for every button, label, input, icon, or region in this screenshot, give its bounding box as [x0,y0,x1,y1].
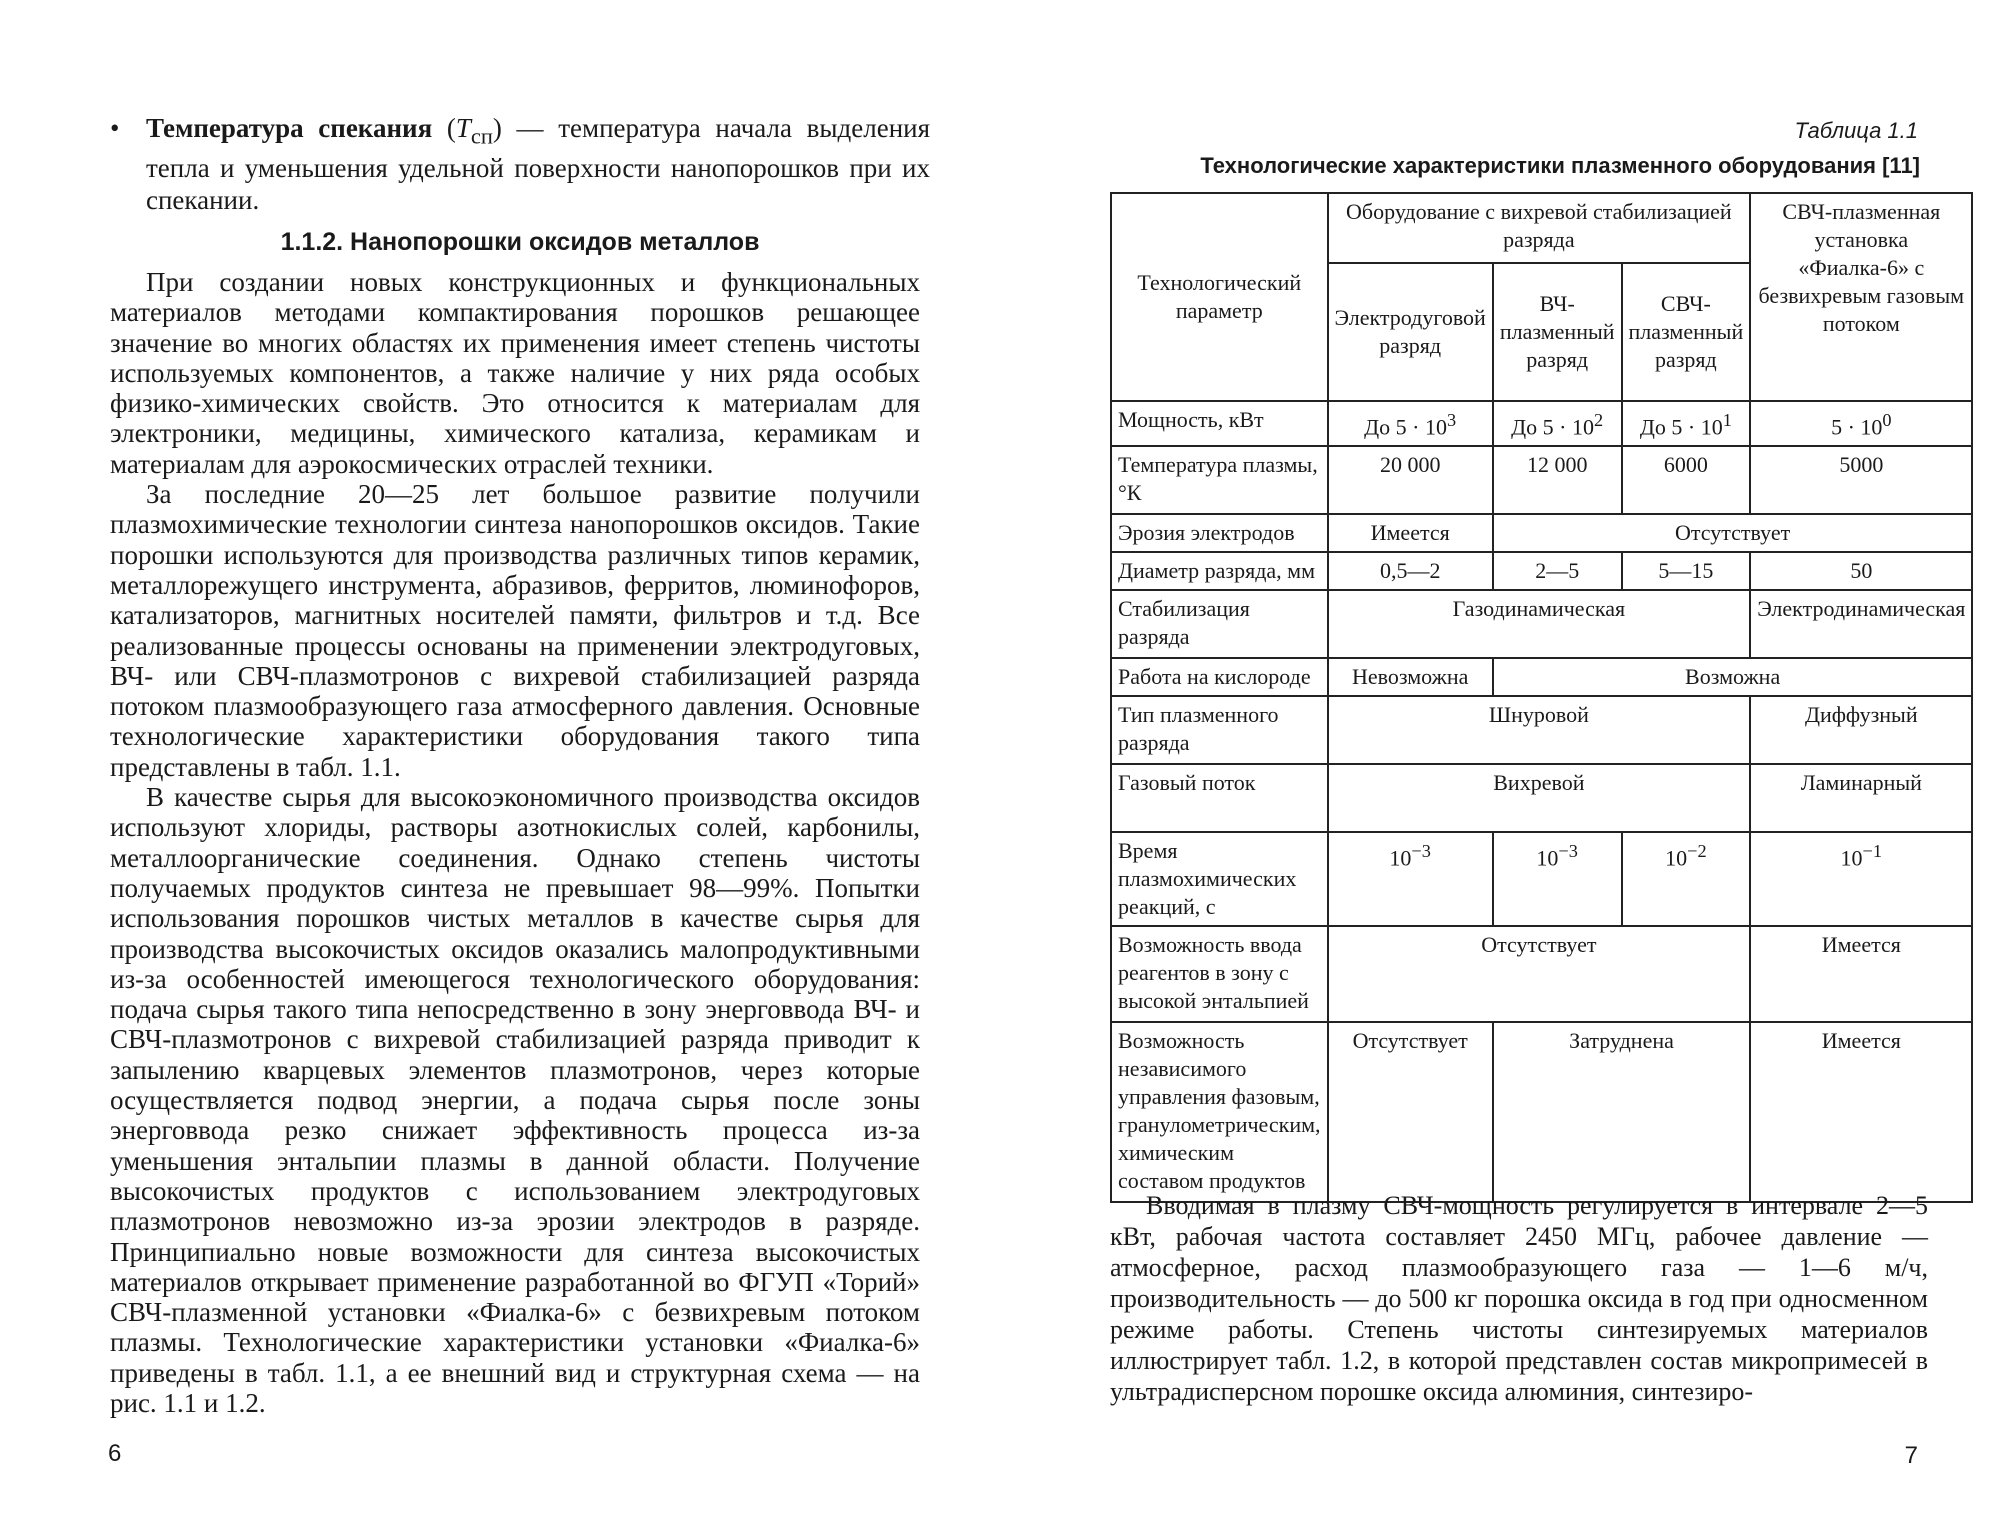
table-row: Диаметр разряда, мм 0,5—2 2—5 5—15 50 [1111,552,1972,590]
header-group: Оборудование с вихревой стабилизацией разряда [1328,193,1751,263]
right-page [1000,0,2000,1529]
header-fialka: СВЧ-плазменная установка «Фиалка-6» с безвихревым газовым потоком [1750,193,1972,401]
bullet-item [110,112,930,216]
paragraph: Вводимая в плазму СВЧ-мощность регулируется в интервале 2—5 кВт, рабочая частота составляет 2450 МГц, рабочее давление — атмосферное, расход плазмообразующего газа — 1—6 м/ч, производительность — до 500 кг порошка оксида в год при односменном режиме работы. Степень чистоты синтезируемых материалов иллюстрирует табл. 1.2, в которой представлен состав микропримесей в ультрадисперсном порошке оксида алюминия, синтезиро- [1110,1191,1928,1406]
table-row: Эрозия электродов Имеется Отсутствует [1111,514,1972,552]
paragraph: За последние 20—25 лет большое развитие получили плазмохимические технологии синтеза нанопорошков оксидов. Такие порошки используются для производства различных типов керамик, металлорежущего инструмента, абразивов, ферритов, люминофоров, катализаторов, магнитных носителей памяти, фильтров и т.д. Все реализованные процессы основаны на применении электродуговых, ВЧ- или СВЧ-плазмотронов с вихревой стабилизацией разряда потоком плазмообразующего газа атмосферного давления. Основные технологические характеристики оборудования такого типа представлены в табл. 1.1. [110,479,920,782]
table-header-row [1111,193,1972,263]
bullet-text: Температура спекания $(T_{сп})$ — температура начала выделения тепла и уменьшения удельной поверхности нанопорошков при их спекании. [146,113,931,216]
header-arc: Электродуговой разряд [1328,263,1493,401]
table-row: Возможность ввода реагентов в зону с высокой энтальпией Отсутствует Имеется [1111,926,1972,1022]
symbol-t: T [455,113,471,143]
paragraph: В качестве сырья для высокоэкономичного производства оксидов используют хлориды, растворы азотнокислых солей, карбонилы, металлоорганические соединения. Однако степень чистоты получаемых продуктов синтеза не превышает 98—99%. Попытки использования порошков чистых металлов в качестве сырья для производства высокочистых оксидов оказались малопродуктивными из-за особенностей имеющегося технологического оборудования: подача сырья такого типа непосредственно в зону энерговвода ВЧ- и СВЧ-плазмотронов с вихревой стабилизацией разряда приводит к запылению кварцевых элементов плазмотронов, через которые осуществляется подвод энергии, а подача сырья после зоны энерговвода резко снижает эффективность процесса из-за уменьшения энтальпии плазмы в данной области. Получение высокочистых продуктов с использованием электродуговых плазмотронов невозможно из-за эрозии электродов в разряде. Принципиально новые возможности для синтеза высокочистых материалов открывает применение разработанной во ФГУП «Торий» СВЧ-плазменной установки «Фиалка-6» с безвихревым потоком плазмы. Технологические характеристики установки «Фиалка-6» приведены в табл. 1.1, а ее внешний вид и структурная схема — на рис. 1.1 и 1.2. [110,782,920,1418]
header-param: Технологический параметр [1111,193,1328,401]
spec-table [1110,192,1973,1203]
table-row: Работа на кислороде Невозможна Возможна [1111,658,1972,696]
table-row: Тип плазменного разряда Шнуровой Диффузный [1111,696,1972,764]
bullet-term: Температура спекания [146,113,433,143]
page-number: 6 [108,1440,122,1467]
paragraph: При создании новых конструкционных и функциональных материалов методами компактирования порошков решающее значение во многих областях их применения имеет степень чистоты используемых компонентов, а также наличие у них ряда особых физико-химических свойств. Это относится к материалам для электроники, медицины, химического катализа, керамикам и материалам для аэрокосмических отраслей техники. [110,267,920,479]
symbol-subscript: сп [470,123,493,149]
page-number: 7 [1904,1442,1918,1469]
table-row: Температура плазмы, °К 20 000 12 000 6000 5000 [1111,446,1972,514]
header-rf: ВЧ-плазменный разряд [1493,263,1622,401]
section-title: 1.1.2. Нанопорошки оксидов металлов [280,228,760,256]
body-text-continued [1110,1190,1928,1407]
table-row: Возможность независимого управления фазовым, гранулометрическим, химическим составом продуктов Отсутствует Затруднена Имеется [1111,1022,1972,1202]
body-text [110,267,920,1418]
table-row: Стабилизация разряда Газодинамическая Электродинамическая [1111,590,1972,658]
bullet-definition: — температура начала выделения тепла и уменьшения удельной поверхности нанопорошков при их спекании. [146,113,931,216]
header-mw: СВЧ-плазменный разряд [1622,263,1751,401]
table-title: Технологические характеристики плазменного оборудования [11] [1200,153,1920,178]
table-row: Газовый поток Вихревой Ламинарный [1111,764,1972,832]
table-label: Таблица 1.1 [1794,118,1918,143]
bullet-dot: • [110,113,120,143]
table-row: Мощность, кВт До $5 \cdot 10^3$ До $5 \cdot 10^2$ До $5 \cdot 10^1$ $5 \cdot 10^0$ [1111,401,1972,446]
table-row: Время плазмохимических реакций, с $10^{-3}$ $10^{-3}$ $10^{-2}$ $10^{-1}$ [1111,832,1972,926]
